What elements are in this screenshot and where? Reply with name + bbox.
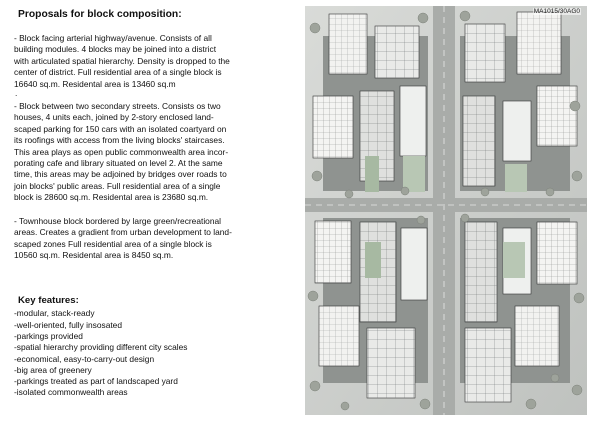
paragraph-arterial-block: - Block facing arterial highway/avenue. Consists of all building modules. 4 blocks may be joined into a district with articulated spatial hierarchy. Density is dropped to the center of district. Full residential area of a single block is 16640 sq.m. Residental area is 13460 sq.m: [14, 33, 230, 89]
paragraph-townhouse-block: - Townhouse block bordered by large green/recreational areas. Creates a gradient from urban development to land- scaped zones Full residential area of a single block is 10560 sq.m. Residental area is 8450 sq.m.: [14, 215, 232, 260]
paragraph-secondary-street-block: - Block between two secondary streets. Consists os two houses, 4 units each, joined by 2-story enclosed land- scaped parking for 150 cars with an isolated coartyard on its roofings with access from the living blocks' staircases. This area plays as open public commonwealth area incor- porating cafe and library situated on level 2. At the same time, this areas may be adjoined by bridges over roads to join blocks' public areas. Full residential area of a single block is 28600 sq.m. Residental area is 23680 sq.m.: [14, 101, 229, 203]
aerial-site-plan-image: [305, 6, 587, 415]
separator-dot: .: [15, 88, 18, 99]
block-bottom-right: [460, 218, 577, 402]
list-item: -big area of greenery: [14, 364, 92, 375]
list-item: -economical, easy-to-carry-out design: [14, 353, 155, 364]
list-item: -isolated commonwealth areas: [14, 387, 128, 398]
list-item: -spatial hierarchy providing different city scales: [14, 342, 188, 353]
key-features-list: [14, 308, 290, 398]
drawing-code-label: MA1015/30AG0: [533, 8, 580, 15]
key-features-title: Key features:: [18, 295, 79, 307]
text-column: [14, 8, 290, 399]
block-top-left: [313, 14, 428, 192]
block-top-right: [460, 12, 577, 192]
block-bottom-left: [315, 218, 428, 398]
list-item: -modular, stack-ready: [14, 308, 95, 319]
list-item: -parkings provided: [14, 330, 83, 341]
list-item: -parkings treated as part of landscaped yard: [14, 376, 178, 387]
aerial-plan-drawing: [305, 6, 587, 415]
horizontal-road: [305, 198, 587, 212]
page-heading: Proposals for block composition:: [18, 9, 182, 20]
list-item: -well-oriented, fully insosated: [14, 319, 122, 330]
